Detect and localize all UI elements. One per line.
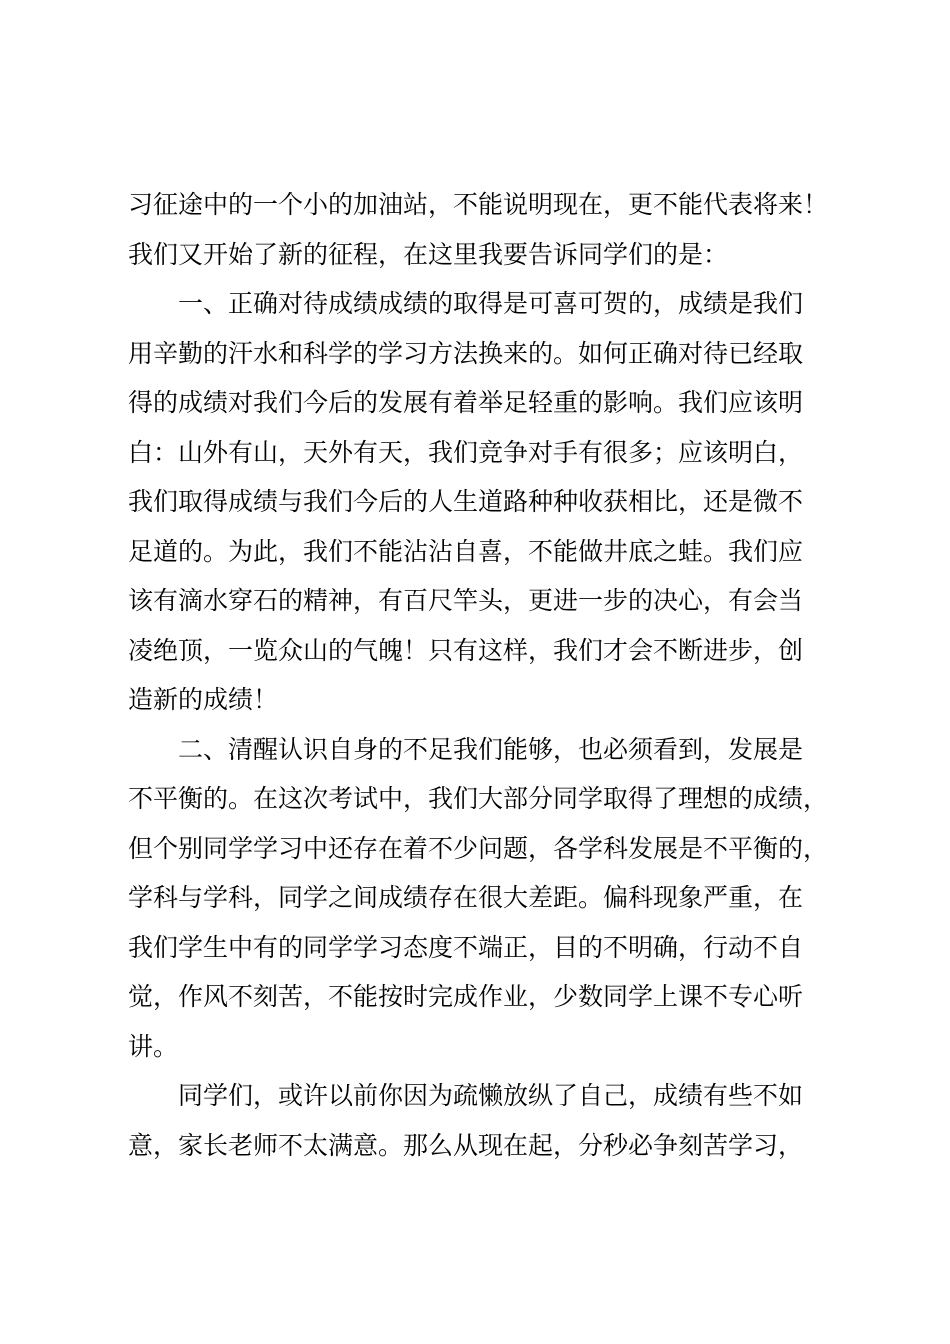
paragraph-first-line: 二、清醒认识自身的不足我们能够，也必须看到，发展是 — [178, 734, 804, 764]
text-line: 我们学生中有的同学学习态度不端正，目的不明确，行动不自 — [128, 932, 804, 962]
text-line: 讲。 — [128, 1031, 179, 1061]
text-line: 不平衡的。在这次考试中，我们大部分同学取得了理想的成绩， — [128, 784, 829, 813]
text-line: 学科与学科，同学之间成绩存在很大差距。偏科现象严重，在 — [128, 883, 804, 912]
text-line: 该有滴水穿石的精神，有百尺竿头，更进一步的决心，有会当 — [128, 586, 804, 615]
paragraph-first-line: 一、正确对待成绩成绩的取得是可喜可贺的，成绩是我们 — [178, 289, 804, 318]
text-line: 得的成绩对我们今后的发展有着举足轻重的影响。我们应该明 — [128, 388, 804, 417]
text-line: 我们取得成绩与我们今后的人生道路种种收获相比，还是微不 — [128, 487, 804, 516]
text-line: 足道的。为此，我们不能沾沾自喜，不能做井底之蛙。我们应 — [128, 536, 804, 566]
text-line: 习征途中的一个小的加油站，不能说明现在，更不能代表将来！ — [128, 190, 829, 219]
text-line: 白：山外有山，天外有天，我们竞争对手有很多；应该明白， — [128, 437, 804, 467]
text-line: 凌绝顶，一览众山的气魄！只有这样，我们才会不断进步，创 — [128, 635, 804, 665]
text-line: 觉，作风不刻苦，不能按时完成作业，少数同学上课不专心听 — [128, 982, 804, 1011]
paragraph-first-line: 同学们，或许以前你因为疏懒放纵了自己，成绩有些不如 — [178, 1081, 804, 1110]
document-body — [128, 180, 840, 1170]
text-line: 我们又开始了新的征程，在这里我要告诉同学们的是： — [128, 239, 729, 269]
text-line: 但个别同学学习中还存在着不少问题，各学科发展是不平衡的， — [128, 833, 829, 863]
text-line: 造新的成绩！ — [128, 685, 279, 714]
text-line: 用辛勤的汗水和科学的学习方法换来的。如何正确对待已经取 — [128, 338, 804, 368]
text-line: 意，家长老师不太满意。那么从现在起，分秒必争刻苦学习， — [128, 1130, 804, 1160]
